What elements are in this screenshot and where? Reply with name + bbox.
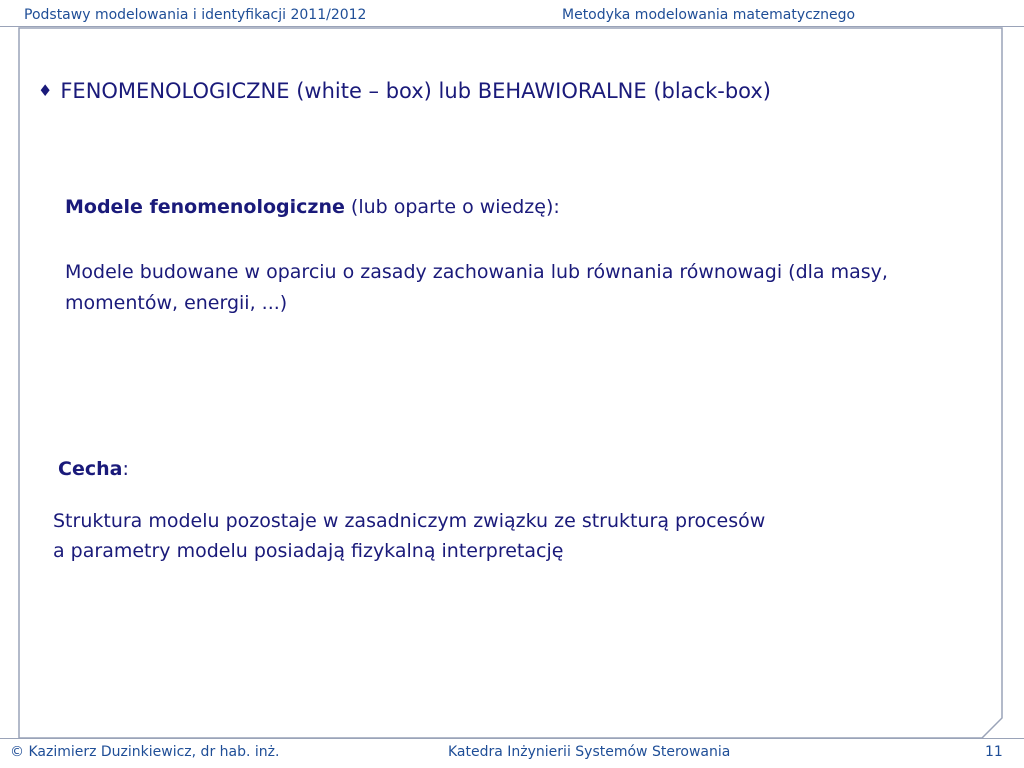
feature-colon: : bbox=[122, 458, 129, 480]
page-number: 11 bbox=[985, 744, 1003, 760]
footer-department: Katedra Inżynierii Systemów Sterowania bbox=[448, 744, 731, 760]
footer-author: © Kazimierz Duzinkiewicz, dr hab. inż. bbox=[10, 744, 280, 760]
section-body-phenomenological: Modele budowane w oparciu o zasady zachowania lub równania równowagi (dla masy, momentów, energii, ...) bbox=[65, 261, 888, 314]
feature-label: Cecha bbox=[58, 458, 123, 480]
feature-body-line-1: Struktura modelu pozostaje w zasadniczym związku ze strukturą procesów bbox=[53, 510, 766, 532]
section-heading-bold: Modele fenomenologiczne bbox=[65, 196, 345, 218]
footer-divider bbox=[0, 738, 1024, 739]
feature-body bbox=[53, 506, 973, 566]
header-topic-title: Metodyka modelowania matematycznego bbox=[562, 7, 856, 23]
diamond-bullet-icon: ♦ bbox=[38, 81, 53, 100]
feature-body-line-2: a parametry modelu posiadają fizykalną interpretację bbox=[53, 540, 564, 562]
slide-title bbox=[38, 79, 771, 103]
feature-heading bbox=[58, 458, 129, 480]
section-heading-rest: (lub oparte o wiedzę): bbox=[344, 196, 560, 218]
slide-title-text: FENOMENOLOGICZNE (white – box) lub BEHAWIORALNE (black-box) bbox=[60, 79, 771, 103]
header-course-title: Podstawy modelowania i identyfikacji 2011/2012 bbox=[24, 7, 367, 23]
header-divider bbox=[0, 26, 1024, 27]
section-heading-phenomenological bbox=[65, 196, 560, 218]
